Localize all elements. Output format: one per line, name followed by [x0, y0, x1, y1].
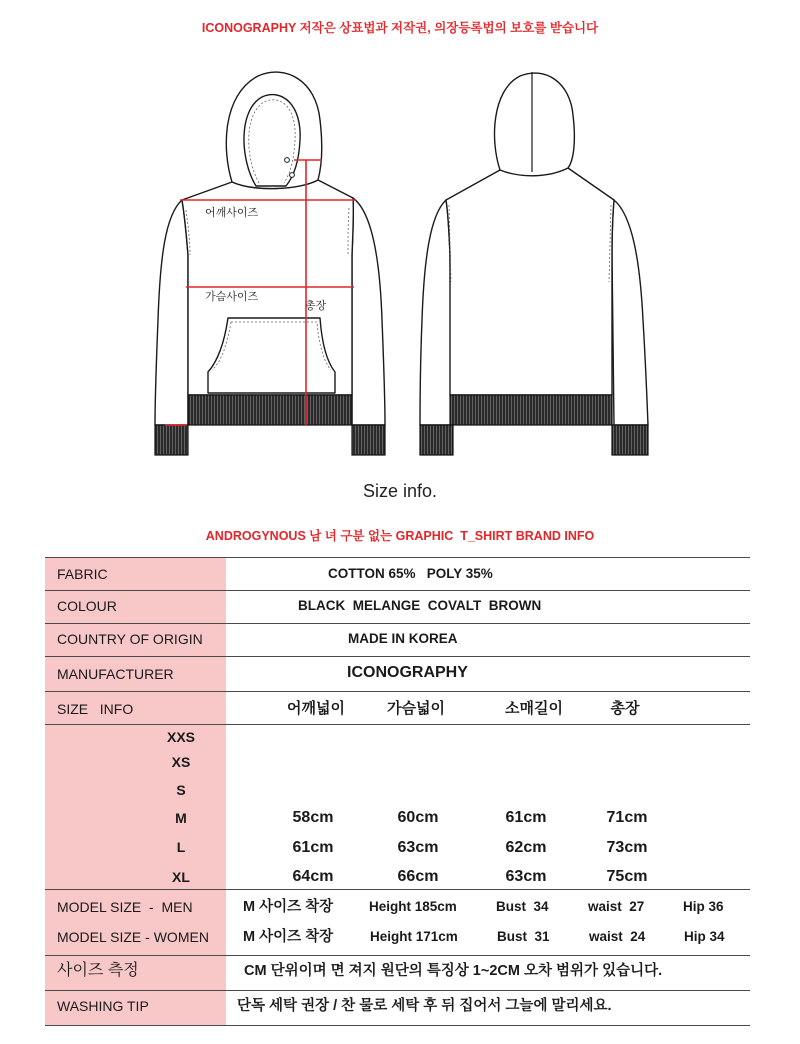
size-l-shoulder: 61cm	[292, 839, 334, 856]
size-m-shoulder: 58cm	[292, 809, 334, 826]
size-m-length: 71cm	[606, 809, 648, 826]
size-label-xl: XL	[172, 869, 190, 885]
col-header-sleeve: 소매길이	[505, 700, 563, 717]
front-left-cuff	[155, 425, 188, 455]
model-men-bust: Bust 34	[496, 899, 549, 914]
table-rule	[45, 889, 750, 890]
origin-value: MADE IN KOREA	[348, 631, 458, 646]
model-women-label: MODEL SIZE - WOMEN	[57, 929, 209, 945]
model-women-hip: Hip 34	[684, 929, 725, 944]
table-rule	[45, 1025, 750, 1026]
length-label: 총장	[305, 300, 327, 312]
table-rule	[45, 955, 750, 956]
table-rule	[45, 656, 750, 657]
back-left-cuff	[420, 425, 453, 455]
size-label-m: M	[175, 810, 187, 826]
back-left-sleeve	[420, 200, 452, 425]
model-men-hip: Hip 36	[683, 899, 724, 914]
size-label-s: S	[176, 782, 186, 798]
colour-value: BLACK MELANGE COVALT BROWN	[298, 598, 542, 613]
back-right-cuff	[612, 425, 648, 455]
drawstring-eyelet-icon	[290, 173, 295, 178]
washing-tip-label: WASHING TIP	[57, 998, 149, 1014]
hoodie-technical-drawing	[0, 0, 800, 470]
model-men-height: Height 185cm	[369, 899, 457, 914]
chest-size-label: 가슴사이즈	[205, 291, 259, 303]
measurement-label: 사이즈 측정	[57, 962, 139, 979]
back-hem-ribbing	[450, 395, 612, 425]
washing-tip-value: 단독 세탁 권장 / 찬 물로 세탁 후 뒤 집어서 그늘에 말리세요.	[237, 998, 612, 1014]
table-rule	[45, 590, 750, 591]
size-info-title: Size info.	[362, 481, 438, 501]
hoodie-front	[155, 72, 385, 455]
table-rule	[45, 724, 750, 725]
size-m-sleeve: 61cm	[505, 809, 547, 826]
back-hood	[495, 73, 575, 176]
table-rule	[45, 623, 750, 624]
size-label-xxs: XXS	[166, 729, 195, 745]
table-rule	[45, 691, 750, 692]
size-l-length: 73cm	[606, 839, 648, 856]
drawstring-eyelet-icon	[285, 158, 290, 163]
kangaroo-pocket	[208, 318, 335, 393]
model-women-fit: M 사이즈 착장	[243, 929, 334, 945]
hoodie-back	[420, 72, 648, 455]
fabric-value: COTTON 65% POLY 35%	[328, 566, 493, 581]
front-right-cuff	[352, 425, 385, 455]
size-label-xs: XS	[171, 754, 191, 770]
size-xl-chest: 66cm	[397, 868, 439, 885]
measurement-note: CM 단위이며 면 져지 원단의 특징상 1~2CM 오차 범위가 있습니다.	[244, 963, 663, 979]
model-men-label: MODEL SIZE - MEN	[57, 899, 193, 915]
table-rule	[45, 557, 750, 558]
size-xl-length: 75cm	[606, 868, 648, 885]
front-hem-ribbing	[188, 395, 352, 425]
size-xl-shoulder: 64cm	[292, 868, 334, 885]
manufacturer-label: MANUFACTURER	[57, 666, 174, 682]
size-l-chest: 63cm	[397, 839, 439, 856]
colour-label: COLOUR	[57, 598, 117, 614]
size-info-label: SIZE INFO	[57, 701, 134, 717]
model-women-bust: Bust 31	[497, 929, 550, 944]
fabric-label: FABRIC	[57, 566, 108, 582]
brand-info-title: ANDROGYNOUS 남 녀 구분 없는 GRAPHIC T_SHIRT BRAND INFO	[205, 529, 595, 543]
model-men-waist: waist 27	[588, 899, 645, 914]
origin-label: COUNTRY OF ORIGIN	[57, 631, 203, 647]
size-label-l: L	[176, 839, 186, 855]
model-women-waist: waist 24	[589, 929, 646, 944]
back-right-sleeve	[612, 200, 648, 425]
copyright-notice: ICONOGRAPHY 저작은 상표법과 저작권, 의장등록법의 보호를 받습니다	[201, 21, 599, 35]
shoulder-size-label: 어깨사이즈	[205, 207, 259, 219]
model-men-fit: M 사이즈 착장	[243, 899, 334, 915]
size-l-sleeve: 62cm	[505, 839, 547, 856]
front-left-sleeve	[155, 200, 188, 425]
col-header-length: 총장	[610, 700, 640, 717]
col-header-chest: 가슴넓이	[387, 700, 445, 717]
table-rule	[45, 990, 750, 991]
size-m-chest: 60cm	[397, 809, 439, 826]
size-xl-sleeve: 63cm	[505, 868, 547, 885]
back-body	[446, 168, 614, 395]
col-header-shoulder: 어깨넓이	[287, 700, 345, 717]
model-women-height: Height 171cm	[370, 929, 458, 944]
front-right-sleeve	[352, 198, 385, 425]
manufacturer-value: ICONOGRAPHY	[347, 664, 468, 681]
